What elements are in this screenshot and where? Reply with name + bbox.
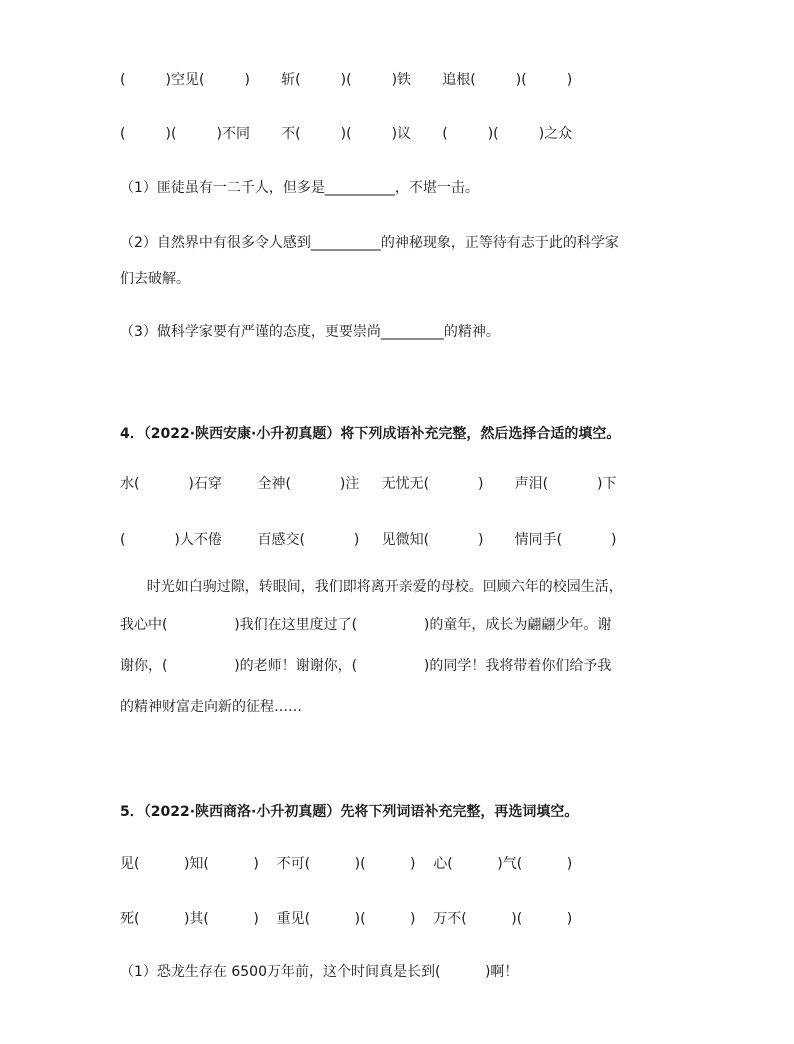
section4-idiom-row-2: ( )人不倦 百感交( ) 见微知( ) 情同手( ) [120, 532, 617, 548]
section3-idiom-row-2: ( )( )不同 不( )( )议 ( )( )之众 [120, 126, 573, 142]
section3-sentence-3: （3）做科学家要有严谨的态度，更要崇尚_________的精神。 [120, 324, 500, 340]
section5-sentence-1: （1）恐龙生存在 6500万年前，这个时间真是长到( )啊！ [120, 964, 519, 980]
section3-sentence-2: （2）自然界中有很多令人感到__________的神秘现象，正等待有志于此的科学家 [120, 235, 619, 251]
section4-passage-line-4: 的精神财富走向新的征程…… [120, 699, 302, 715]
section4-passage-line-1: 时光如白驹过隙，转眼间，我们即将离开亲爱的母校。回顾六年的校园生活， [120, 579, 623, 595]
section5-idiom-row-2: 死( )其( ) 重见( )( ) 万不( )( ) [120, 911, 573, 927]
section3-idiom-row-1: ( )空见( ) 斩( )( )铁 追根( )( ) [120, 72, 573, 88]
section3-sentence-1: （1）匪徒虽有一二千人，但多是__________，不堪一击。 [120, 180, 479, 196]
section3-sentence-2-cont: 们去破解。 [120, 271, 190, 287]
section4-idiom-row-1: 水( )石穿 全神( )注 无忧无( ) 声泪( )下 [120, 476, 617, 492]
section4-title: 4．（2022·陕西安康·小升初真题）将下列成语补充完整，然后选择合适的填空。 [120, 426, 621, 442]
section5-idiom-row-1: 见( )知( ) 不可( )( ) 心( )气( ) [120, 856, 573, 872]
section4-passage-line-2: 我心中( )我们在这里度过了( )的童年，成长为翩翩少年。谢 [120, 617, 612, 633]
section5-title: 5．（2022·陕西商洛·小升初真题）先将下列词语补充完整，再选词填空。 [120, 804, 579, 820]
section4-passage-line-3: 谢你，( )的老师！谢谢你，( )的同学！我将带着你们给予我 [120, 658, 612, 674]
